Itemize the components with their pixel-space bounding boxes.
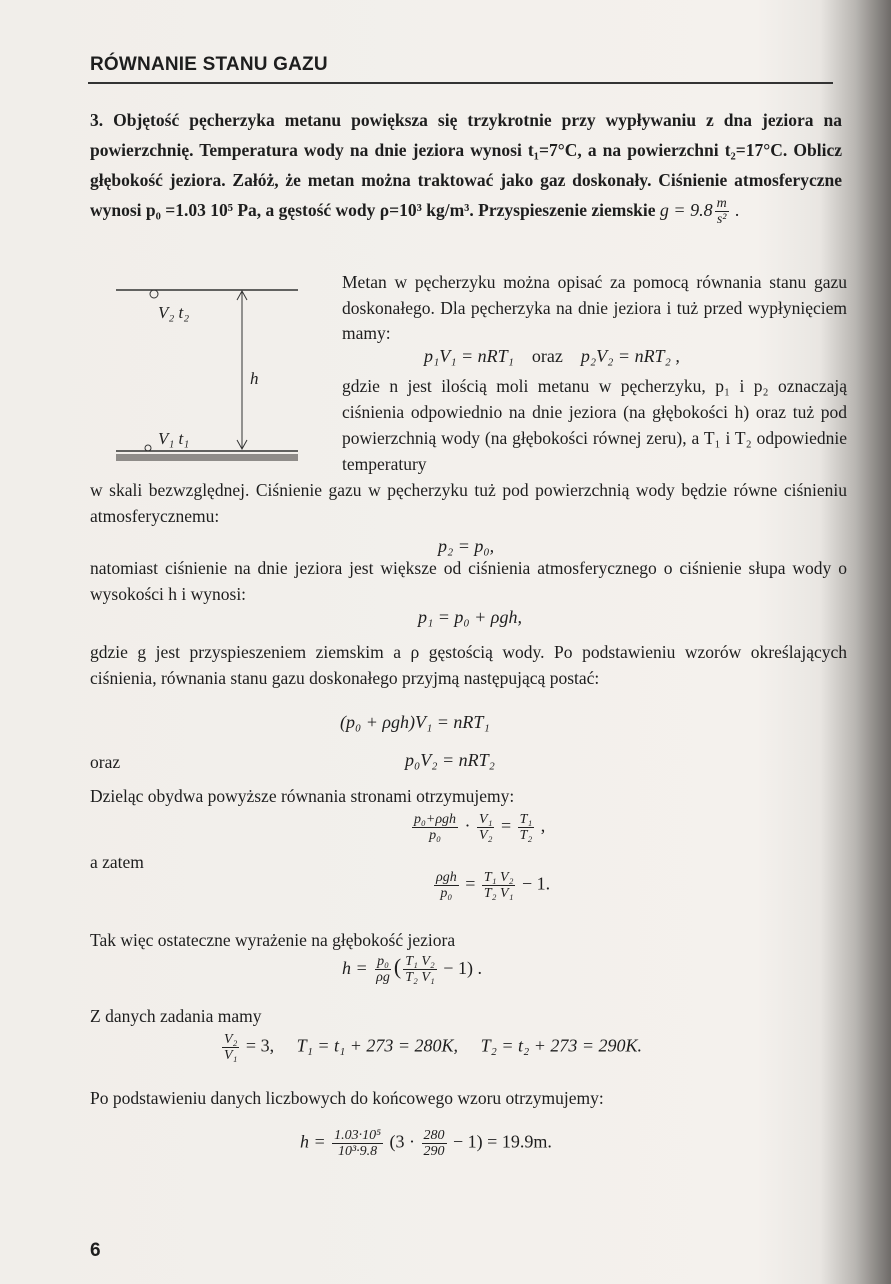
a-zatem-label: a zatem: [90, 852, 144, 872]
ratio-equation: $\frac{\text{p₀+ρgh}}{\text{p₀}}$ · $\frac{\text{V₁}}{\text{V₂}}$ = $\frac{\text{T₁}}{\text{T₂}}$ ,: [414, 812, 546, 843]
equation-bottom: (p₀ + ρgh)V₁ = nRT₁: [340, 712, 490, 732]
solution-paragraph: gdzie g jest przyspieszeniem ziemskim a ρ gęstością wody. Po podstawieniu wzorów określających ciśnienia, równania stanu gazu doskonałego przyjmą następującą postać:: [90, 642, 847, 688]
problem-statement: [90, 105, 842, 227]
page-number: 6: [90, 1240, 101, 1261]
solution-paragraph: Po podstawieniu danych liczbowych do końcowego wzoru otrzymujemy:: [90, 1088, 604, 1108]
svg-text:V₂ t₂: V₂ t₂: [158, 303, 190, 322]
lake-diagram: [110, 280, 310, 475]
oraz-label: oraz: [90, 752, 121, 772]
equation-p1: p₁ = p₀ + ρgh,: [418, 607, 522, 627]
header-rule: [88, 82, 833, 84]
rearranged-equation: $\frac{\text{ρgh}}{\text{p₀}}$ = $\frac{\text{T₁ V₂}}{\text{T₂ V₁}}$ − 1.: [436, 870, 551, 901]
depth-formula: h = $\frac{\text{p₀}}{\rho g}$ ( $\frac{\text{T₁ V₂}}{\text{T₂ V₁}}$ − 1) .: [342, 954, 482, 986]
solution-paragraph: Z danych zadania mamy: [90, 1006, 262, 1026]
gravity-equation: g = 9.8 $\frac{m}{\text{s²}}$ .: [659, 196, 740, 228]
solution-intro: Metan w pęcherzyku można opisać za pomocą równania stanu gazu doskonałego. Dla pęcherzyka na dnie jeziora i tuż przed wypłynięciem mamy:: [342, 272, 847, 343]
solution-paragraph: Tak więc ostateczne wyrażenie na głębokość jeziora: [90, 930, 456, 950]
problem-text: 3. Objętość pęcherzyka metanu powiększa się trzykrotnie przy wypływaniu z dna jeziora na powierzchnię. Temperatura wody na dnie jeziora wynosi t₁=7°C, a na powierzchni t₂=17°C. Oblicz głębokość jeziora. Załóż, że metan można traktować jako gaz doskonały. Ciśnienie atmosferyczne wynosi p₀ =1.03 10⁵ Pa, a gęstość wody ρ=10³ kg/m³. Przyspieszenie ziemskie: [90, 110, 842, 220]
svg-text:h: h: [250, 369, 259, 388]
ideal-gas-equations: p₁V₁ = nRT₁ oraz p₂V₂ = nRT₂ ,: [424, 346, 680, 366]
given-data: $\frac{\text{V₂}}{\text{V₁}}$ = 3, T₁ = t₁ + 273 = 280K, T₂ = t₂ + 273 = 290K.: [224, 1032, 643, 1063]
final-result: h = $\frac{\text{1.03·10⁵}}{\text{10³·9.8}}$ (3 · $\frac{280}{290}$ − 1) = 19.9m.: [300, 1128, 552, 1159]
solution-paragraph: w skali bezwzględnej. Ciśnienie gazu w pęcherzyku tuż pod powierzchnią wody będzie równe ciśnieniu atmosferycznemu:: [90, 480, 847, 526]
solution-variables: gdzie n jest ilością moli metanu w pęcherzyku, p₁ i p₂ oznaczają ciśnienia odpowiednio na dnie jeziora (na głębokości h) oraz tuż pod powierzchnią wody (na głębokości równej zeru), a T₁ i T₂ odpowiednie temperatury: [342, 376, 847, 474]
svg-text:V₁ t₁: V₁ t₁: [158, 429, 190, 448]
solution-paragraph: natomiast ciśnienie na dnie jeziora jest większe od ciśnienia atmosferycznego o ciśnienie słupa wody o wysokości h i wynosi:: [90, 558, 847, 604]
solution-paragraph: Dzieląc obydwa powyższe równania stronami otrzymujemy:: [90, 786, 515, 806]
page-title: RÓWNANIE STANU GAZU: [90, 54, 328, 75]
equation-top: p₀V₂ = nRT₂: [405, 750, 495, 770]
equation-p2: p₂ = p₀,: [438, 536, 495, 556]
